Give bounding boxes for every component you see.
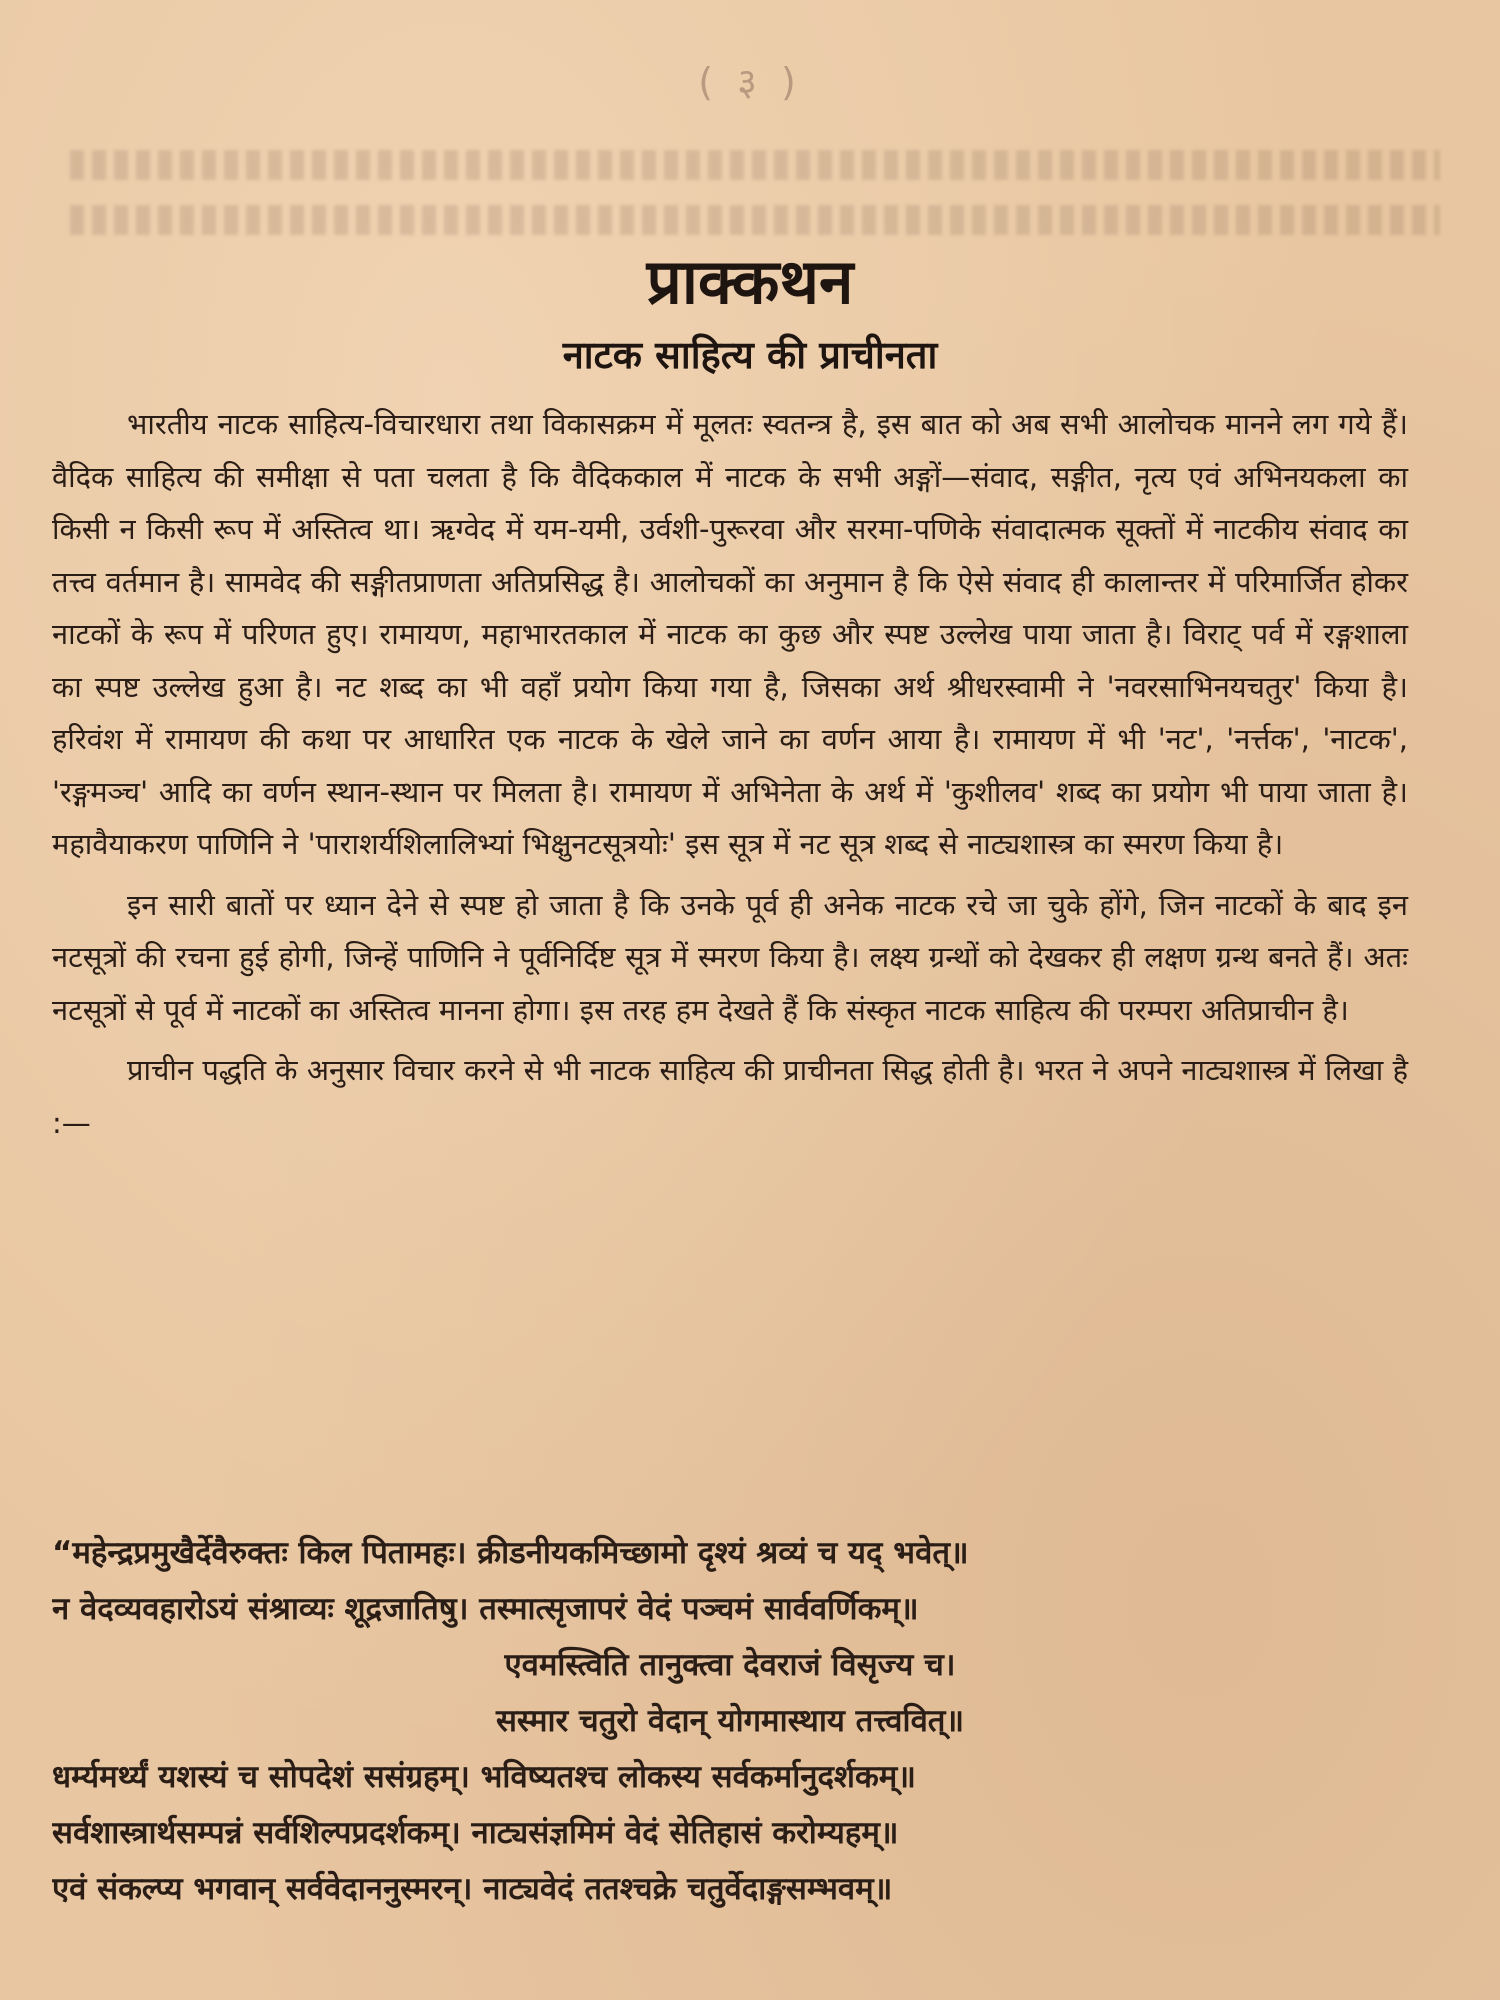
bleed-through-line	[70, 205, 1440, 235]
bleed-through-line	[70, 150, 1440, 180]
verse-line: एवं संकल्प्य भगवान् सर्ववेदाननुस्मरन्। नाट्यवेदं ततश्चक्रे चतुर्वेदाङ्गसम्भवम्॥	[52, 1871, 893, 1907]
verse-line: एवमस्त्विति तानुक्त्वा देवराजं विसृज्य च।	[504, 1647, 956, 1683]
page-number: ( ३ )	[698, 60, 802, 104]
verse-line: धर्म्यमर्थ्यं यशस्यं च सोपदेशं ससंग्रहम्। भविष्यतश्च लोकस्य सर्वकर्मानुदर्शकम्॥	[52, 1759, 916, 1795]
paragraph: भारतीय नाटक साहित्य-विचारधारा तथा विकासक्रम में मूलतः स्वतन्त्र है, इस बात को अब सभी आलोचक मानने लग गये हैं। वैदिक साहित्य की समीक्षा से पता चलता है कि वैदिककाल में नाटक के सभी अङ्गों—संवाद, सङ्गीत, नृत्य एवं अभिनयकला का किसी न किसी रूप में अस्तित्व था। ऋग्वेद में यम-यमी, उर्वशी-पुरूरवा और सरमा-पणिके संवादात्मक सूक्तों में नाटकीय संवाद का तत्त्व वर्तमान है। सामवेद की सङ्गीतप्राणता अतिप्रसिद्ध है। आलोचकों का अनुमान है कि ऐसे संवाद ही कालान्तर में परिमार्जित होकर नाटकों के रूप में परिणत हुए। रामायण, महाभारतकाल में नाटक का कुछ और स्पष्ट उल्लेख पाया जाता है। विराट् पर्व में रङ्गशाला का स्पष्ट उल्लेख हुआ है। नट शब्द का भी वहाँ प्रयोग किया गया है, जिसका अर्थ श्रीधरस्वामी ने 'नवरसाभिनयचतुर' किया है। हरिवंश में रामायण की कथा पर आधारित एक नाटक के खेले जाने का वर्णन आया है। रामायण में भी 'नट', 'नर्त्तक', 'नाटक', 'रङ्गमञ्च' आदि का वर्णन स्थान-स्थान पर मिलता है। रामायण में अभिनेता के अर्थ में 'कुशीलव' शब्द का प्रयोग भी पाया जाता है। महावैयाकरण पाणिनि ने 'पाराशर्यशिलालिभ्यां भिक्षुनटसूत्रयोः' इस सूत्र में नट सूत्र शब्द से नाट्यशास्त्र का स्मरण किया है।	[52, 407, 1408, 861]
verse-line: न वेदव्यवहारोऽयं संश्राव्यः शूद्रजातिषु। तस्मात्सृजापरं वेदं पञ्चमं सार्ववर्णिकम्॥	[52, 1591, 919, 1627]
verse-block	[52, 1525, 1408, 1917]
paragraph: प्राचीन पद्धति के अनुसार विचार करने से भी नाटक साहित्य की प्राचीनता सिद्ध होती है। भरत ने अपने नाट्यशास्त्र में लिखा है :—	[52, 1053, 1408, 1140]
verse-line: “महेन्द्रप्रमुखैर्देवैरुक्तः किल पितामहः। क्रीडनीयकमिच्छामो दृश्यं श्रव्यं च यद् भवेत्॥	[52, 1535, 969, 1571]
body-text	[52, 398, 1408, 1157]
page-heading: प्राक्कथन	[646, 245, 854, 318]
verse-line: सस्मार चतुरो वेदान् योगमास्थाय तत्त्ववित्॥	[495, 1703, 965, 1739]
verse-line: सर्वशास्त्रार्थसम्पन्नं सर्वशिल्पप्रदर्शकम्। नाट्यसंज्ञमिमं वेदं सेतिहासं करोम्यहम्॥	[52, 1815, 899, 1851]
section-subheading: नाटक साहित्य की प्राचीनता	[562, 333, 938, 377]
paragraph: इन सारी बातों पर ध्यान देने से स्पष्ट हो जाता है कि उनके पूर्व ही अनेक नाटक रचे जा चुके होंगे, जिन नाटकों के बाद इन नटसूत्रों की रचना हुई होगी, जिन्हें पाणिनि ने पूर्वनिर्दिष्ट सूत्र में स्मरण किया है। लक्ष्य ग्रन्थों को देखकर ही लक्षण ग्रन्थ बनते हैं। अतः नटसूत्रों से पूर्व में नाटकों का अस्तित्व मानना होगा। इस तरह हम देखते हैं कि संस्कृत नाटक साहित्य की परम्परा अतिप्राचीन है।	[52, 887, 1408, 1027]
